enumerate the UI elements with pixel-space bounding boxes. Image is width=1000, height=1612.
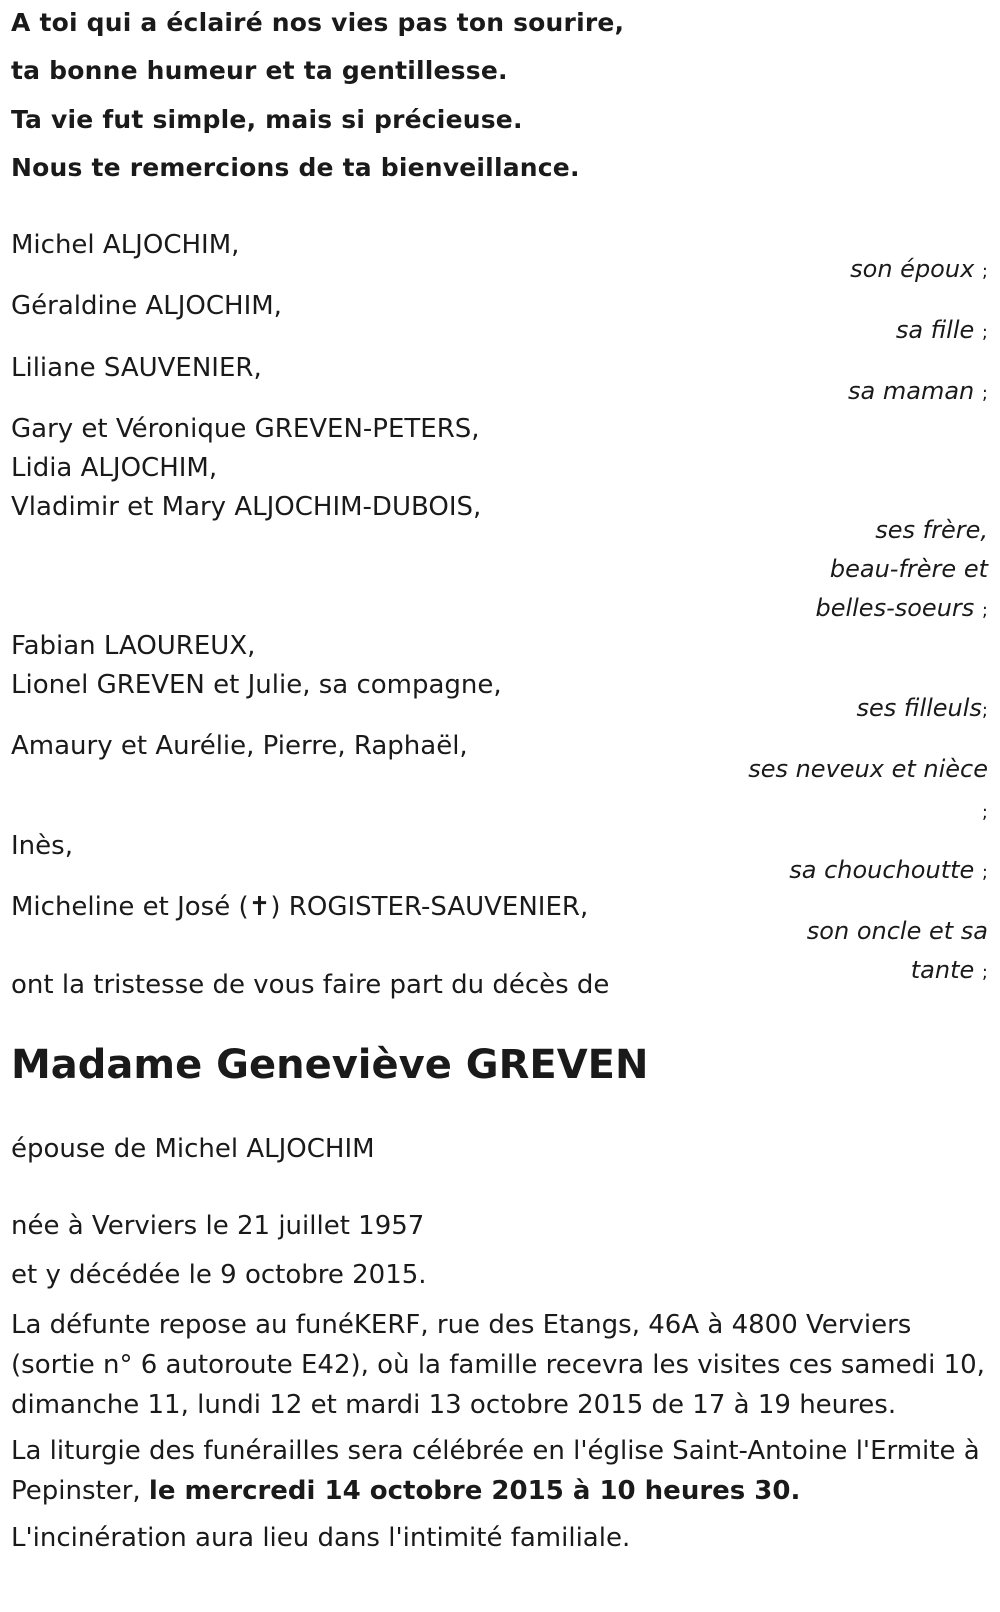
liturgy-text: La liturgie des funérailles sera célébrée en l'église Saint-Antoine l'Ermite à Pepinster, [11, 1436, 980, 1506]
relation-label: sa maman ; [848, 377, 988, 405]
poem-line: A toi qui a éclairé nos vies pas ton sourire, [11, 8, 625, 37]
family-name: Inès, [11, 831, 73, 861]
family-name: Fabian LAOUREUX, [11, 631, 256, 661]
relation-label: sa fille ; [895, 316, 988, 344]
family-name: Géraldine ALJOCHIM, [11, 291, 282, 321]
liturgy-paragraph [11, 1431, 986, 1511]
family-name: Liliane SAUVENIER, [11, 353, 262, 383]
poem-line: Ta vie fut simple, mais si précieuse. [11, 105, 523, 134]
announcement-text: ont la tristesse de vous faire part du décès de [11, 970, 610, 1000]
poem-line: ta bonne humeur et ta gentillesse. [11, 56, 508, 85]
relation-label: ses frère, [875, 516, 988, 544]
relation-semicolon: ; [981, 802, 988, 823]
relation-label: son oncle et sa [806, 917, 988, 945]
relation-label: tante ; [910, 956, 988, 984]
relation-label: belles-soeurs ; [815, 594, 988, 622]
cremation-line: L'incinération aura lieu dans l'intimité familiale. [11, 1523, 631, 1553]
family-name: Lidia ALJOCHIM, [11, 453, 218, 483]
liturgy-date: le mercredi 14 octobre 2015 à 10 heures 30. [148, 1476, 801, 1506]
family-name: Micheline et José (✝) ROGISTER-SAUVENIER, [11, 892, 589, 922]
family-name: Vladimir et Mary ALJOCHIM-DUBOIS, [11, 492, 482, 522]
relation-label: ses neveux et nièce [748, 755, 988, 783]
death-line: et y décédée le 9 octobre 2015. [11, 1260, 427, 1290]
family-name: Amaury et Aurélie, Pierre, Raphaël, [11, 731, 468, 761]
family-name: Michel ALJOCHIM, [11, 230, 240, 260]
spouse-line: épouse de Michel ALJOCHIM [11, 1134, 375, 1164]
visitation-paragraph: La défunte repose au funéKERF, rue des Etangs, 46A à 4800 Verviers (sortie n° 6 autoroute E42), où la famille recevra les visites ces samedi 10, dimanche 11, lundi 12 et mardi 13 octobre 2015 de 17 à 19 heures. [11, 1310, 985, 1420]
relation-label: ses filleuls; [856, 694, 988, 722]
relation-label: son époux ; [850, 255, 988, 283]
birth-line: née à Verviers le 21 juillet 1957 [11, 1211, 425, 1241]
relation-label: sa chouchoutte ; [789, 856, 988, 884]
family-name: Gary et Véronique GREVEN-PETERS, [11, 414, 480, 444]
family-name: Lionel GREVEN et Julie, sa compagne, [11, 670, 502, 700]
poem-line: Nous te remercions de ta bienveillance. [11, 153, 580, 182]
relation-label: beau-frère et [829, 555, 988, 583]
deceased-name: Madame Geneviève GREVEN [11, 1042, 649, 1088]
